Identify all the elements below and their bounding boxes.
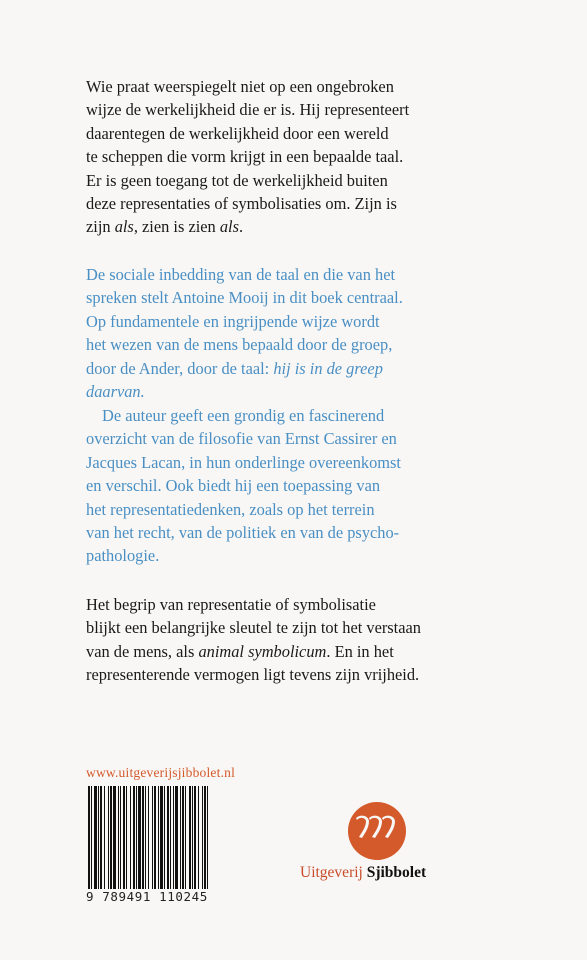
text-line: Wie praat weerspiegelt niet op een ongebroken	[86, 77, 394, 96]
text-segment: . En in het	[326, 641, 394, 661]
text-line: Het begrip van representatie of symbolisatie	[86, 595, 376, 614]
intro-paragraph	[86, 75, 526, 239]
text-line: wijze de werkelijkheid die er is. Hij representeert	[86, 100, 410, 120]
text-line: en verschil. Ook biedt hij een toepassing van	[86, 476, 381, 496]
text-line: De auteur geeft een grondig en fascinerend	[102, 406, 385, 425]
text-line: Jacques Lacan, in hun onderlinge overeenkomst	[86, 452, 401, 472]
italic-phrase: daarvan.	[86, 382, 145, 402]
text-line	[86, 215, 526, 238]
text-line: overzicht van de filosofie van Ernst Cassirer en	[86, 429, 397, 449]
text-line: De sociale inbedding van de taal en die van het	[86, 265, 396, 284]
text-line: te scheppen die vorm krijgt in een bepaalde taal.	[86, 147, 404, 167]
italic-phrase: hij is in de greep	[273, 358, 383, 378]
isbn-number: 9 789491 110245	[86, 889, 208, 904]
publisher-website: www.uitgeverijsjibbolet.nl	[86, 765, 236, 780]
text-segment: , zien is zien	[133, 217, 220, 237]
text-line	[86, 380, 526, 403]
text-line: daarentegen de werkelijkheid door een wereld	[86, 123, 389, 143]
text-line: Op fundamentele en ingrijpende wijze wordt	[86, 311, 380, 331]
text-line: van het recht, van de politiek en van de psycho-	[86, 523, 400, 543]
closing-paragraph	[86, 593, 526, 687]
publisher-prefix: Uitgeverij	[300, 864, 363, 881]
sjibbolet-logo-icon	[340, 801, 414, 861]
text-line: blijkt een belangrijke sleutel te zijn tot het verstaan	[86, 618, 421, 638]
text-segment: van de mens, als	[86, 641, 199, 661]
italic-phrase: animal symbolicum	[198, 641, 327, 661]
text-line	[86, 357, 526, 380]
blue-paragraph-1	[86, 263, 526, 403]
text-line: het wezen van de mens bepaald door de groep,	[86, 335, 393, 355]
text-line: deze representaties of symbolisaties om. Zijn is	[86, 194, 397, 214]
text-line: het representatiedenken, zoals op het terrein	[86, 499, 375, 519]
italic-word: als	[219, 217, 239, 237]
publisher-name	[300, 864, 426, 882]
publisher-brand: Sjibbolet	[366, 864, 427, 881]
blue-paragraph-2	[86, 404, 526, 568]
text-line: Er is geen toegang tot de werkelijkheid buiten	[86, 170, 388, 190]
barcode	[86, 786, 251, 889]
text-line: representerende vermogen ligt tevens zijn vrijheid.	[86, 665, 420, 685]
text-line	[86, 640, 526, 663]
text-segment: .	[239, 217, 244, 237]
text-line: pathologie.	[86, 546, 160, 566]
text-segment: zijn	[86, 217, 115, 237]
text-line: spreken stelt Antoine Mooij in dit boek centraal.	[86, 288, 403, 308]
text-segment: door de Ander, door de taal:	[86, 358, 274, 378]
italic-word: als	[114, 217, 134, 237]
